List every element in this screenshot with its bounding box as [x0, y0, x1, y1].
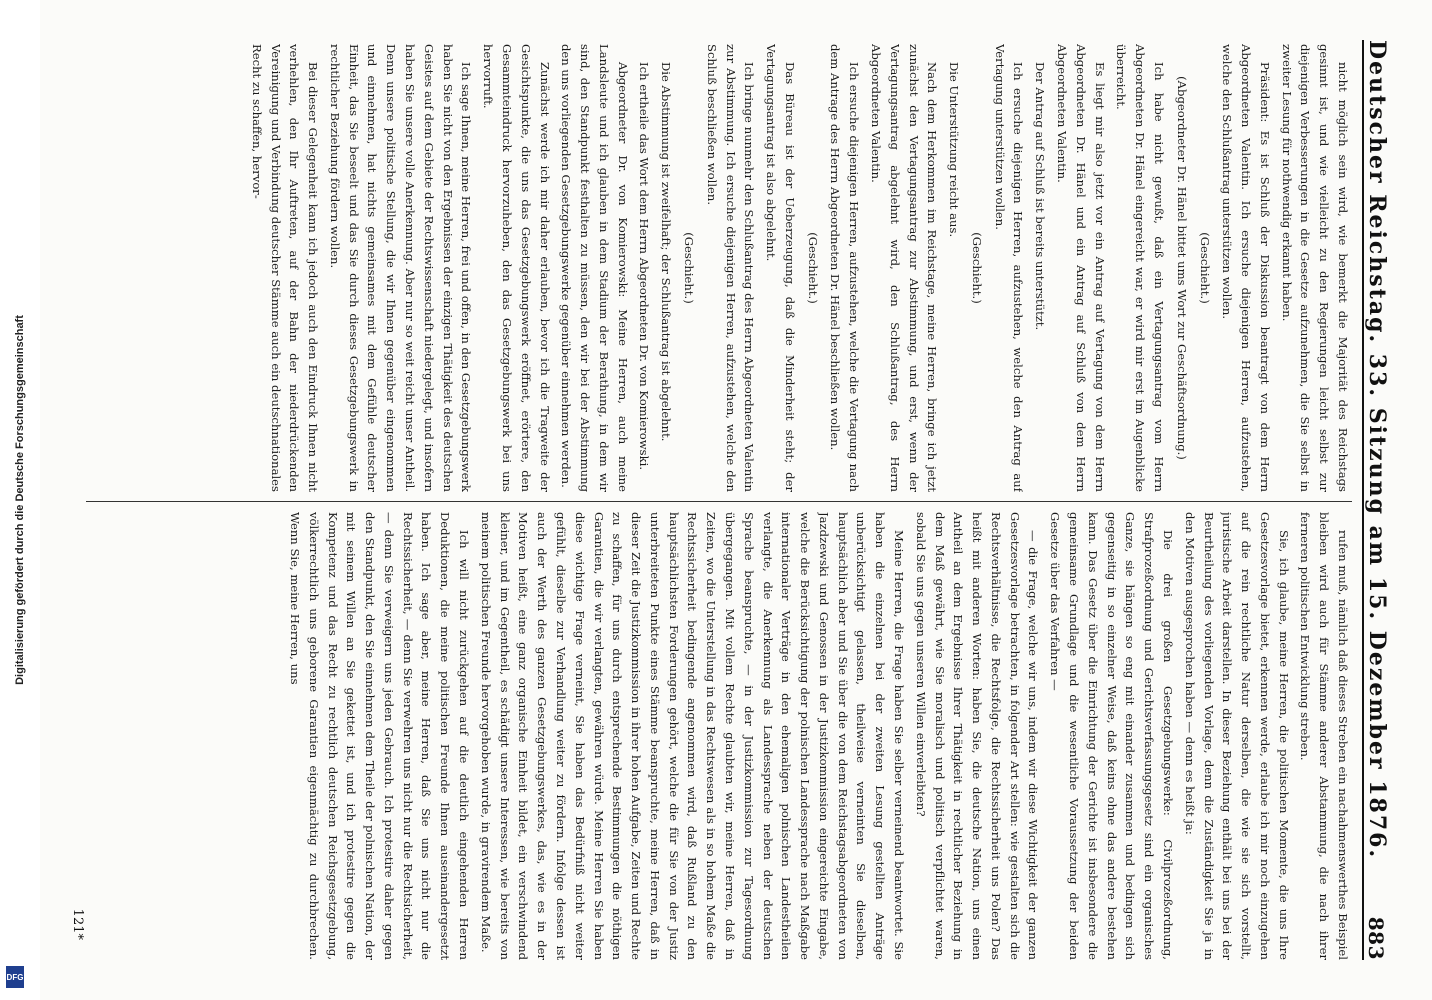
paragraph: Das Büreau ist der Ueberzeugung, daß die Minderheit steht; der Vertagungsantrag ist also abgelehnt. — [764, 44, 797, 492]
paragraph: Es liegt mir also jetzt vor ein Antrag auf Vertagung von dem Herrn Abgeordneten Dr. Hänel und ein Antrag auf Schluß von dem Herrn Abgeordneten Valentin. — [1055, 44, 1107, 492]
paragraph: Ich will nicht zurückgehen auf die deutlich eingehenden Herren Deduktionen, die meine politischen Freunde Ihnen auseinandergesetzt haben. Ich sage aber, meine Herren, daß Sie uns nicht nur die Rechtssicherheit, — denn Sie verwehren uns nicht nur die Rechtsicherheit, — denn Sie verweigern uns jeden Gebrauch. Ich protestire daher gegen den Standpunkt, den Sie einnehmen dem Theile der polnischen Nation, der mit seinem Willen an Sie gekettet ist, und ich protestire gegen die Kompetenz und das Recht zu rechtlich deutschen Reichsgesetzgebung, völkerrechtlich uns geborene Garantien eigenmächtig zu durchbrechen. Wenn Sie, meine Herren, uns — [288, 512, 472, 960]
right-column — [86, 512, 1352, 960]
paragraph: — die Frage, welche wir uns, indem wir diese Wichtigkeit der ganzen Gesetzesvorlage betrachten, in folgender Art stellen: wie gestalten sich die Rechtsverhältnisse, die Rechtsfolge, die Rechtssicherheit uns Polen? Das heißt mit anderen Worten: haben Sie, die deutsche Nation, uns einen Antheil an dem Ergebnisse Ihrer Thätigkeit in rechtlicher Beziehung in dem Maß gewährt, wie Sie moralisch und politisch verpflichtet waren, sobald Sie uns gegen unseren Willen einverleibten? — [913, 512, 1041, 960]
paragraph: Die drei großen Gesetzgebungswerke: Civilprozeßordnung, Strafprozeßordnung und Gerichtsverfassungsgesetz sind ein organisches Ganze, sie hängen so eng mit einander zusammen und bedingen sich gegenseitig in so einzelner Weise, daß keins ohne das andere bestehen kann. Das Gesetz über die Einrichtung der Gerichte ist insbesondere die gemeinsame Grundlage und die wesentliche Voraussetzung der beiden Gesetze über das Verfahren — — [1048, 512, 1175, 960]
paragraph: Der Antrag auf Schluß ist bereits unterstützt. — [1033, 62, 1048, 331]
paragraph: rufen muß, nämlich daß dieses Streben ein nachahmenswerthes Beispiel bleiben wird auch für Stämme anderer Abstammung, die nach ihrer ferneren politischen Entwicklung streben. — [1298, 512, 1350, 960]
paragraph: Zunächst werde ich mir daher erlauben, bevor ich die Tragweite der Gesichtspunkte, die uns das Gesetzgebungswerk eröffnet, erörtere, den Gesammteindruck hervorzuheben, den das Gesetzgebungswerk bei uns hervorruft. — [481, 44, 552, 492]
scanned-page — [40, 0, 1432, 1000]
paragraph: Die Unterstützung reicht aus. — [947, 62, 962, 238]
page-number: 883 — [1364, 916, 1388, 960]
paragraph: Ich habe nicht gewußt, daß ein Vertagungsantrag vom Herrn Abgeordneten Dr. Hänel eingereicht war, er wird mir erst im Augenblicke überreicht. — [1114, 44, 1166, 492]
paragraph: nicht möglich sein wird, wie bemerkt die Majorität des Reichstags gesinnt ist, und wie vielleicht zu den Regierungen leicht selbst zur diejenigen Verbesserungen in die Gesetze aufzunehmen, die Sie selbst in zweiter Lesung für nothwendig erkannt haben. — [1279, 44, 1350, 492]
paragraph: (Abgeordneter Dr. Hänel bittet ums Wort zur Geschäftsordnung.) — [1174, 76, 1189, 460]
digitization-credit: Digitalisierung gefördert durch die Deutsche Forschungsgemeinschaft — [14, 315, 26, 685]
paragraph: (Geschieht.) — [682, 232, 696, 304]
paragraph: (Geschieht.) — [805, 232, 820, 304]
paragraph: Bei dieser Gelegenheit kann ich jedoch auch den Eindruck Ihnen nicht verhehlen, den Ihr Auftreten, auf der Bahn der niederdrückenden Vereinigung und Verbindung deutscher Stämme auch ein deutschnationales Recht zu schaffen, hervor- — [249, 44, 321, 492]
paragraph: Meine Herren, die Frage haben Sie selber verneinend beantwortet. Sie haben die einzelnen bei der zweiten Lesung gestellten Anträge unberücksichtigt gelassen, theilweise verneinten Sie dieselben, hauptsächlich aber und Sie über die von dem Reichstagsabgeordneten von Jazdzewski und Genossen in der Justizkommission eingereichte Eingabe, welche die Berücksichtigung der polnischen Landessprache nach Maßgabe internationaler Verträge in den ehemaligen polnischen Landestheilen verlangte, die Anerkennung als Landessprache neben der deutschen Sprache beanspruchte, — in der Justizkommission zur Tagesordnung übergegangen. Mit vollem Rechte glaubten wir, meine Herren, daß in Zeiten, wo die Unterstellung in das Rechtswesen als in so hohem Maße die Rechtssicherheit bedingende angenommen wird, daß Rußland zu den hauptsächlichsten Forderungen gehört, welche die für Sie von der Justiz unterbreiteten Punkte eines Stämme beanspruchte, meine Herren, daß in dieser Zeit die Justizkommission in ihrer hohen Aufgabe, Zeiten und Rechte zu schaffen, für uns durch entsprechende Bestimmungen die nöthigen Garantien, die wir verlangten, gewähren würde. Meine Herren Sie haben diese wichtige Frage verneint, Sie haben das Bedürfniß nicht weiter gefühlt, dieselbe zur Verhandlung weiter zu fördern. Infolge dessen ist auch der Werth des ganzen Gesetzgebungswerkes, das, wie es in der Motiven heißt, eine ganz organische Einheit bildet, ein verschwindend kleiner, und im Gegentheil, es schädigt unsere Interessen, wie bereits von meinem politischen Freunde hervorgehoben wurde, in gravirendem Maße. — [478, 512, 907, 960]
paragraph: Ich ersuche diejenigen Herren, aufzustehen, welche den Antrag auf Vertagung unterstützen wollen. — [992, 44, 1026, 492]
rotated-page — [66, 30, 1406, 970]
page-header — [1362, 40, 1398, 960]
dfg-logo-icon: DFG — [6, 966, 24, 988]
paragraph: Präsident: Es ist Schluß der Diskussion beantragt von dem Herrn Abgeordneten Valentin. Ich ersuche diejenigen Herren, aufzustehen, welche den Schlußantrag unterstützen wollen. — [1220, 44, 1272, 492]
paragraph: Sie, ich glaube, meine Herren, die politischen Momente, die uns Ihre Gesetzesvorlage bietet, erkennen werde, erlaube ich mir noch einzugehen auf die rein rechtliche Natur derselben, die wie sie sich vorstellt, juristische Arbeit darstellen. In dieser Beziehung enthält bei uns bei der Beurtheilung des vorliegenden Vorlage, denn die Zuständigkeit Sie ja in den Motiven ausgesprochen haben — denn es heißt ja: — [1182, 512, 1291, 960]
paragraph: (Geschieht.) — [969, 232, 984, 304]
paragraph: Ich sage Ihnen, meine Herren, frei und offen, in den Gesetzgebungswerk haben Sie nicht von den Ergebnissen der einzigen Thätigkeit des deutschen Geistes auf dem Gebiete der Rechtswissenschaft niedergelegt, und insofern haben Sie unsere volle Anerkennung. Aber nur so weit reicht unser Antheil. Denn unsere politische Stellung, die wir Ihnen gegenüber eingenommen und einnehmen, hat nichts gemeinsames mit dem Gefühle deutscher Einheit, das Sie beseelt und das Sie durch dieses Gesetzgebungswerk in rechtlicher Beziehung fördern wollen. — [327, 44, 474, 492]
page-title: Deutscher Reichstag. 33. Sitzung am 15. Dezember 1876. — [1364, 40, 1390, 860]
paragraph: Ich ertheile das Wort dem Herrn Abgeordneten Dr. von Komierowski. — [637, 62, 652, 471]
left-column — [86, 44, 1352, 492]
paragraph: Abgeordneter Dr. von Komierowski: Meine Herren, auch meine Landsleute und ich glauben in dem Stadium der Berathung, in dem wir sind, den Standpunkt festhalten zu müssen, den wir bei der Abstimmung den uns vorliegenden Gesetzgebungswerke gegenüber einnehmen werden. — [559, 44, 630, 492]
paragraph: Ich bringe nunmehr den Schlußantrag des Herrn Abgeordneten Valentin zur Abstimmung. Ich ersuche diejenigen Herren, aufzustehen, welche den Schluß beschließen wollen. — [704, 44, 757, 492]
column-divider — [86, 501, 1352, 502]
paragraph: Nach dem Herkommen im Reichstage, meine Herren, bringe ich jetzt zunächst den Vertagungsantrag zur Abstimmung, und erst, wenn der Vertagungsantrag abgelehnt wird, den Schlußantrag, des Herrn Abgeordneten Valentin. — [869, 44, 940, 492]
signature-mark: 121* — [70, 908, 85, 940]
paragraph: (Geschieht.) — [1197, 232, 1212, 304]
paragraph: Ich ersuche diejenigen Herren, aufzustehen, welche die Vertagung nach dem Antrage des Herrn Abgeordneten Dr. Hänel beschließen wollen. — [828, 44, 862, 492]
paragraph: Die Abstimmung ist zweifelhaft; der Schlußantrag ist abgelehnt. — [659, 62, 674, 442]
credit-sidebar — [0, 0, 40, 1000]
